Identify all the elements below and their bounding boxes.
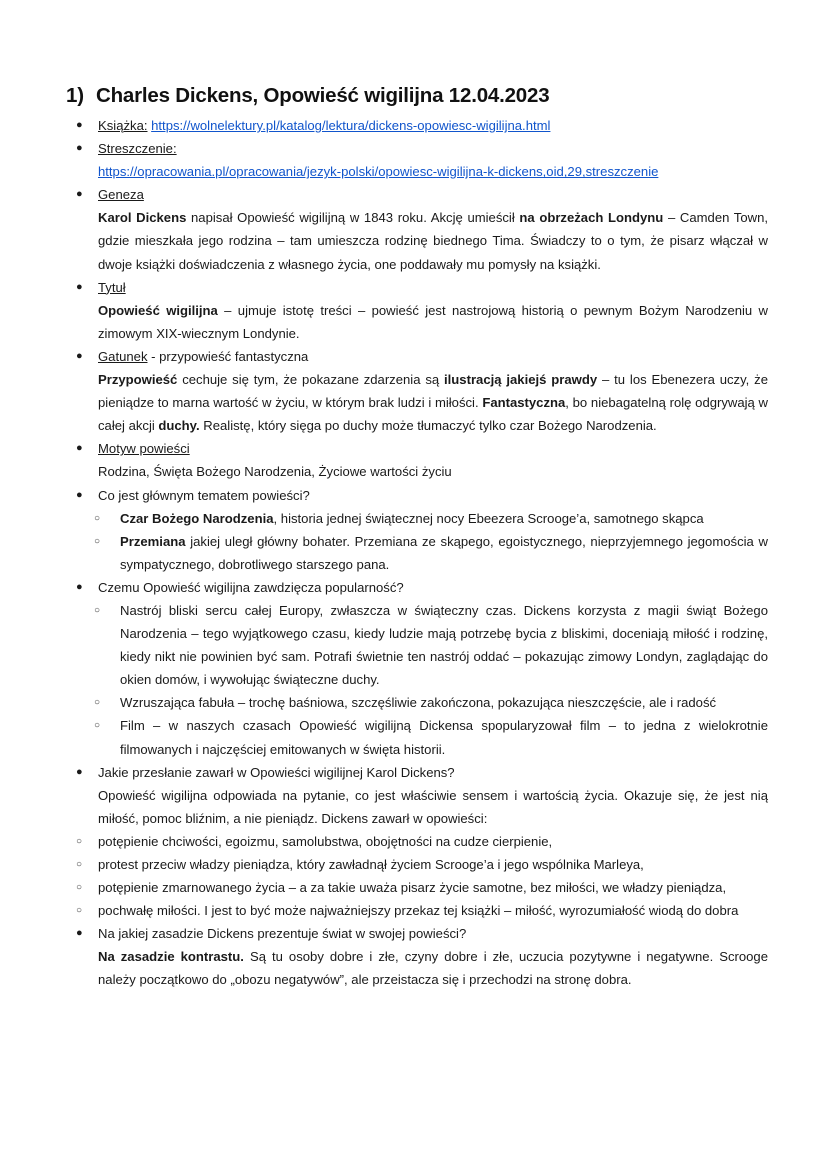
bullet-circle-icon: ○: [76, 905, 83, 917]
list-item-kontrast: [76, 922, 768, 945]
sub-item-temat-1: [76, 507, 768, 530]
page-title: [66, 84, 549, 108]
text: – tu los Ebenezera uczy, że pieniądze to marna wartość w życiu, w którym brak ludzi i miłości.: [98, 372, 768, 411]
bullet-circle-icon: ○: [94, 604, 101, 616]
list-item-gatunek: [76, 345, 768, 368]
list-item-summary: [76, 137, 768, 183]
text: Nastrój bliski sercu całej Europy, zwłaszcza w świąteczny czas. Dickens korzysta z magii świąt Bożego Narodzenia – tego wyjątkowego czasu, kiedy ludzie mają potrzebę bycia z bliskimi, doceniają miłość i rodzinę, kiedy nikt nie powinien być sam. Potrafi świetnie ten nastrój oddać – pokazując zimowy Londyn, zaglądając do okien domów, i wywołując świąteczne duchy.: [120, 602, 768, 688]
book-label: Książka:: [98, 118, 148, 133]
heading-text: Charles Dickens, Opowieść wigilijna 12.04.2023: [96, 84, 550, 107]
bullet-disc-icon: ●: [76, 142, 83, 155]
gatunek-paragraph: [76, 368, 768, 437]
heading-number: 1): [66, 84, 84, 107]
bold-text: Przemiana: [120, 533, 186, 549]
text: pochwałę miłości. I jest to być może najważniejszy przekaz tej książki – miłość, wyrozumiałość wiodą do dobra: [98, 903, 739, 919]
bold-text: Karol Dickens: [98, 210, 187, 226]
question-popularnosc: Czemu Opowieść wigilijna zawdzięcza popularność?: [98, 579, 404, 595]
gatunek-suffix: - przypowieść fantastyczna: [147, 348, 309, 364]
bullet-disc-icon: ●: [76, 119, 83, 131]
bullet-disc-icon: ●: [76, 349, 83, 362]
text: cechuje się tym, że pokazane zdarzenia są: [177, 372, 445, 388]
text: Film – w naszych czasach Opowieść wigilijną Dickensa spopularyzował film – to jedna z wielokrotnie filmowanych i najczęściej emitowanych w święta historii.: [120, 718, 768, 757]
bullet-disc-icon: ●: [76, 765, 83, 778]
sub-item-przeslanie-3: [76, 876, 768, 899]
text: – ujmuje istotę treści – powieść jest nastrojową historią o pewnym Bożym Narodzeniu w zimowym XIX-wiecznym Londynie.: [98, 302, 768, 341]
text: – Camden Town, gdzie mieszkała jego rodzina – tam umieszcza rodzinę biednego Tima. Świadczy to o tym, że pisarz włączał w dwoje książki doświadczenia z własnego życia, one poddawały mu pomysły na książki.: [98, 210, 769, 272]
list-item-przeslanie: [76, 761, 768, 784]
przeslanie-intro: Opowieść wigilijna odpowiada na pytanie, co jest właściwie sensem i wartością życia. Okazuje się, że jest nią miłość, pomoc bliźnim, a nie pieniądz. Dickens zawarł w opowieści:: [98, 787, 768, 826]
bullet-disc-icon: ●: [76, 580, 83, 593]
text: jakiej uległ główny bohater. Przemiana ze skąpego, egoistycznego, nieprzyjemnego jegomościa w sympatycznego, dobrotliwego starszego pana.: [120, 533, 768, 572]
text: potępienie chciwości, egoizmu, samolubstwa, obojętności na cudze cierpienie,: [98, 833, 553, 849]
section-label-gatunek: Gatunek: [98, 348, 148, 364]
list-item-geneza: [76, 183, 768, 206]
text: napisał Opowieść wigilijną w 1843 roku. Akcję umieścił: [186, 210, 520, 226]
text: Wzruszająca fabuła – trochę baśniowa, szczęśliwie zakończona, pokazująca nieszczęście, ale i radość: [120, 695, 717, 711]
tytul-paragraph: [76, 299, 768, 345]
bullet-circle-icon: ○: [76, 882, 83, 894]
question-kontrast: Na jakiej zasadzie Dickens prezentuje świat w swojej powieści?: [98, 926, 467, 942]
text: potępienie zmarnowanego życia – a za takie uważa pisarz życie samotne, bez miłości, we władzy pieniądza,: [98, 880, 727, 896]
bold-text: na obrzeżach Londynu: [519, 210, 664, 226]
text: Są tu osoby dobre i złe, czyny dobre i złe, uczucia pozytywne i negatywne. Scrooge należy początkowo do „obozu negatywów”, ale przeistacza się i przechodzi na stronę dobra.: [98, 949, 769, 988]
bullet-circle-icon: ○: [94, 535, 101, 547]
bold-text: Fantastyczna: [482, 395, 566, 411]
summary-label: Streszczenie:: [98, 141, 177, 157]
bold-text: ilustracją jakiejś prawdy: [444, 372, 598, 388]
bold-text: Na zasadzie kontrastu.: [98, 949, 244, 965]
bullet-circle-icon: ○: [76, 859, 83, 870]
section-label-motyw: Motyw powieści: [98, 441, 190, 457]
motyw-paragraph: Rodzina, Święta Bożego Narodzenia, Życiowe wartości życiu: [98, 464, 452, 480]
kontrast-paragraph: [76, 945, 768, 991]
list-item-temat: [76, 484, 768, 507]
bullet-disc-icon: ●: [76, 280, 83, 293]
bold-text: Opowieść wigilijna: [98, 302, 218, 318]
text: , historia jednej świątecznej nocy Ebeezera Scrooge’a, samotnego skąpca: [273, 510, 704, 526]
sub-item-przeslanie-2: [76, 853, 768, 876]
question-przeslanie: Jakie przesłanie zawarł w Opowieści wigilijnej Karol Dickens?: [98, 764, 455, 780]
bold-text: Przypowieść: [98, 372, 178, 388]
text: , bo niebagatelną rolę odgrywają w całej akcji: [98, 395, 769, 434]
sub-item-temat-2: [76, 530, 768, 576]
list-item-popularnosc: [76, 576, 768, 599]
bullet-disc-icon: ●: [76, 488, 83, 501]
bullet-circle-icon: ○: [94, 512, 101, 524]
geneza-paragraph: [76, 206, 768, 275]
list-item-book: [76, 114, 768, 137]
section-label-geneza: Geneza: [98, 187, 144, 203]
bold-text: Czar Bożego Narodzenia: [120, 510, 274, 526]
bullet-circle-icon: ○: [76, 835, 83, 847]
list-item-motyw: [76, 437, 768, 460]
book-link[interactable]: https://wolnelektury.pl/katalog/lektura/dickens-opowiesc-wigilijna.html: [151, 118, 551, 133]
section-label-tytul: Tytuł: [98, 279, 126, 295]
bullet-disc-icon: ●: [76, 927, 83, 940]
sub-item-popularnosc-2: [76, 691, 768, 714]
text: protest przeciw władzy pieniądza, który zawładnął życiem Scrooge’a i jego wspólnika Marleya,: [98, 857, 644, 872]
summary-link[interactable]: https://opracowania.pl/opracowania/jezyk-polski/opowiesc-wigilijna-k-dickens,oid,29,streszczenie: [98, 164, 659, 180]
bullet-circle-icon: ○: [94, 720, 101, 732]
bullet-disc-icon: ●: [76, 188, 83, 201]
question-temat: Co jest głównym tematem powieści?: [98, 487, 310, 503]
bullet-disc-icon: ●: [76, 442, 83, 455]
text: Realistę, który sięga po duchy może tłumaczyć tylko czar Bożego Narodzenia.: [199, 418, 657, 434]
list-item-tytul: [76, 276, 768, 299]
bullet-circle-icon: ○: [94, 697, 101, 709]
document-body: [76, 114, 768, 992]
sub-item-przeslanie-4: [76, 899, 768, 922]
sub-item-popularnosc-3: [76, 714, 768, 760]
bold-text: duchy.: [158, 418, 200, 434]
sub-item-przeslanie-1: [76, 830, 768, 853]
sub-item-popularnosc-1: [76, 599, 768, 691]
